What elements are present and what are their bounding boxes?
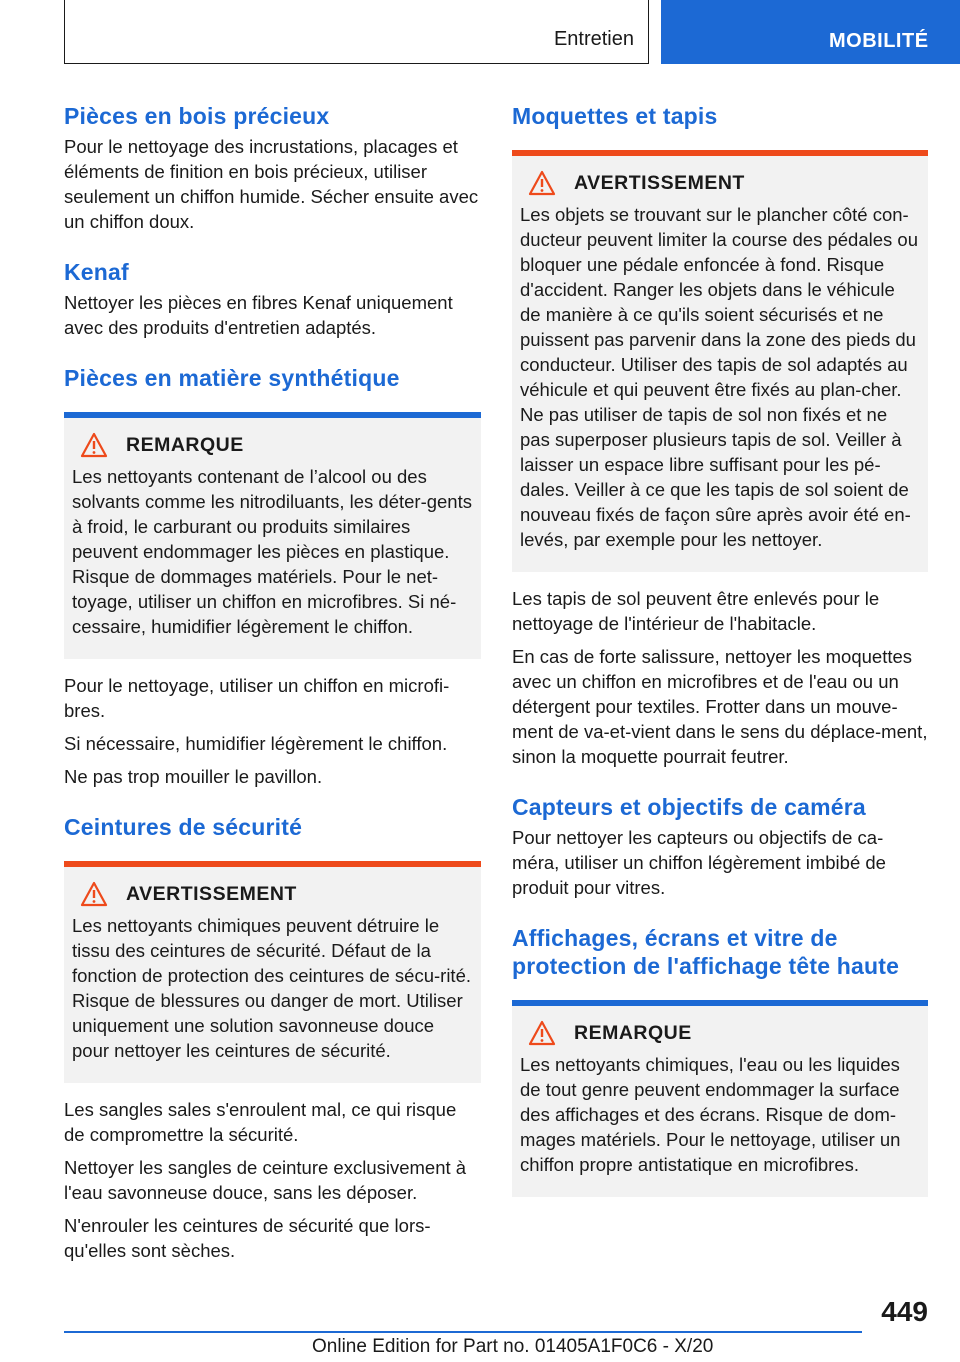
- left-column: [64, 102, 481, 1263]
- notice-remarque-synthetique: [64, 412, 481, 659]
- paragraph-synthetique-2: Si nécessaire, humidifier légèrement le chiffon.: [64, 733, 448, 754]
- heading-kenaf: Kenaf: [64, 259, 129, 285]
- page-number: 449: [881, 1296, 928, 1327]
- heading-moquettes: Moquettes et tapis: [512, 103, 718, 129]
- heading-synthetique: Pièces en matière synthétique: [64, 365, 400, 391]
- heading-capteurs: Capteurs et objectifs de caméra: [512, 794, 866, 820]
- warning-triangle-icon: [80, 881, 108, 907]
- notice-text: Les objets se trouvant sur le plancher côté con-ducteur peuvent limiter la course des pédales ou bloquer une pédale enfoncée à fond. Risque d'accident. Ranger les objets dans le véhicule de manière à ce qu'ils soient sécurisés et ne puissent pas parvenir dans la zone des pieds du conducteur. Utiliser des tapis de sol adaptés au véhicule et qui peuvent être fixés au plan-cher. Ne pas utiliser de tapis de sol non fixés et ne pas superposer plusieurs tapis de sol. Veiller à laisser un espace libre suffisant pour les pé-dales. Veiller à ce que les tapis de sol soient de nouveau fixés de façon sûre après avoir été en-levés, par exemple pour les nettoyer.: [520, 204, 918, 550]
- notice-avertissement-moquettes: [512, 150, 928, 572]
- chapter-tab[interactable]: [661, 0, 960, 64]
- section-title: Entretien: [553, 28, 634, 50]
- notice-remarque-affichages: [512, 1000, 928, 1197]
- paragraph-ceintures-2: Nettoyer les sangles de ceinture exclusivement à l'eau savonneuse douce, sans les déposer.: [64, 1157, 467, 1203]
- footer-divider: [64, 1331, 862, 1333]
- paragraph-ceintures-3: N'enrouler les ceintures de sécurité que lors-qu'elles sont sèches.: [64, 1215, 431, 1261]
- notice-title: AVERTISSEMENT: [126, 882, 297, 905]
- warning-triangle-icon: [528, 170, 556, 196]
- header-section-box: [64, 0, 649, 64]
- paragraph-kenaf: Nettoyer les pièces en fibres Kenaf uniquement avec des produits d'entretien adaptés.: [64, 292, 453, 338]
- chapter-title: MOBILITÉ: [829, 30, 929, 52]
- paragraph-moquettes-1: Les tapis de sol peuvent être enlevés pour le nettoyage de l'intérieur de l'habitacle.: [512, 588, 880, 634]
- paragraph-ceintures-1: Les sangles sales s'enroulent mal, ce qui risque de compromettre la sécurité.: [64, 1099, 457, 1145]
- paragraph-capteurs: Pour nettoyer les capteurs ou objectifs de ca-méra, utiliser un chiffon légèrement imbibé de produit pour vitres.: [512, 827, 886, 898]
- notice-title: REMARQUE: [574, 1021, 692, 1044]
- notice-text: Les nettoyants chimiques, l'eau ou les liquides de tout genre peuvent endommager la surface des affichages et des écrans. Risque de dom-mages matériels. Pour le nettoyage, utiliser un chiffon propre antistatique en microfibres.: [520, 1054, 901, 1175]
- paragraph-synthetique-3: Ne pas trop mouiller le pavillon.: [64, 766, 323, 787]
- warning-triangle-icon: [80, 432, 108, 458]
- notice-title: REMARQUE: [126, 433, 244, 456]
- notice-text: Les nettoyants chimiques peuvent détruire le tissu des ceintures de sécurité. Défaut de la fonction de protection des ceintures de sécu-rité. Risque de blessures ou danger de mort. Utiliser uniquement une solution savonneuse douce pour nettoyer les ceintures de sécurité.: [72, 915, 472, 1061]
- footer-edition: Online Edition for Part no. 01405A1F0C6 - X/20: [312, 1336, 714, 1357]
- notice-avertissement-ceintures: [64, 861, 481, 1083]
- heading-bois: Pièces en bois précieux: [64, 103, 330, 129]
- paragraph-bois: Pour le nettoyage des incrustations, placages et éléments de finition en bois précieux, utiliser seulement un chiffon humide. Sécher ensuite avec un chiffon doux.: [64, 136, 479, 232]
- paragraph-synthetique-1: Pour le nettoyage, utiliser un chiffon en microfi-bres.: [64, 675, 450, 721]
- warning-triangle-icon: [528, 1020, 556, 1046]
- heading-ceintures: Ceintures de sécurité: [64, 814, 303, 840]
- notice-title: AVERTISSEMENT: [574, 171, 745, 194]
- notice-text: Les nettoyants contenant de l’alcool ou des solvants comme les nitrodiluants, les déter-gents à froid, le carburant ou produits similaires peuvent endommager les pièces en plastique. Risque de dommages matériels. Pour le net-toyage, utiliser un chiffon en microfibres. Si né-cessaire, humidifier légèrement le chiffon.: [72, 466, 472, 637]
- heading-affichages: Affichages, écrans et vitre de protection de l'affichage tête haute: [512, 925, 900, 979]
- paragraph-moquettes-2: En cas de forte salissure, nettoyer les moquettes avec un chiffon en microfibres et de l'eau ou un détergent pour textiles. Frotter dans un mouve-ment de va-et-vient dans le sens du déplace-ment, sinon la moquette pourrait feutrer.: [512, 646, 928, 767]
- right-column: [512, 102, 928, 1197]
